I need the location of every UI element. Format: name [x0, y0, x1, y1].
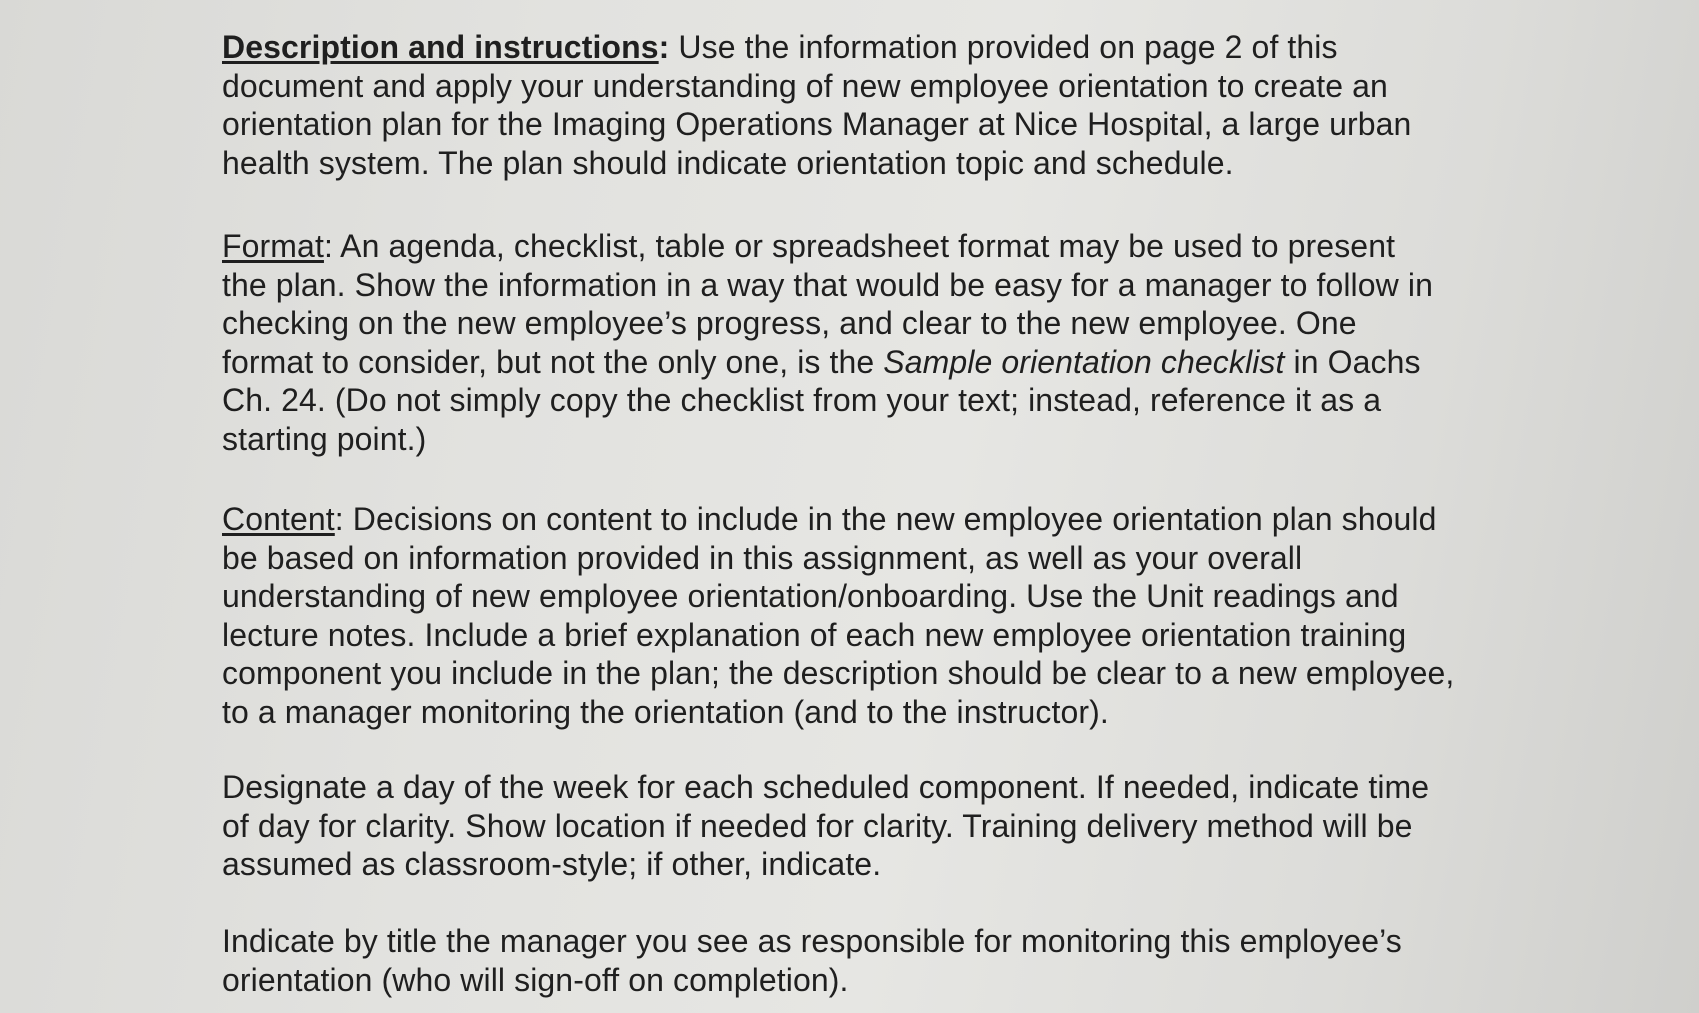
format-line-2: the plan. Show the information in a way that would be easy for a manager to follow in: [222, 266, 1433, 303]
format-line-6: starting point.): [222, 420, 427, 457]
format-line-5: Ch. 24. (Do not simply copy the checklist from your text; instead, reference it as a: [222, 382, 1382, 418]
content-paragraph: [222, 500, 1532, 731]
designate-line-2: of day for clarity. Show location if needed for clarity. Training delivery method will be: [222, 807, 1413, 844]
description-line-2: document and apply your understanding of new employee orientation to create an: [222, 67, 1388, 104]
sample-checklist-title: Sample orientation checklist: [883, 343, 1285, 380]
content-line-1: [222, 500, 1532, 539]
description-line-1: [222, 28, 1532, 67]
description-line-3: orientation plan for the Imaging Operations Manager at Nice Hospital, a large urban: [222, 106, 1412, 142]
description-paragraph: [222, 28, 1532, 182]
format-line-1-text: : An agenda, checklist, table or spreadsheet format may be used to present: [323, 228, 1396, 264]
description-colon: :: [658, 29, 670, 65]
format-paragraph: [222, 227, 1532, 458]
description-label: Description and instructions: [222, 29, 659, 65]
content-line-1-text: : Decisions on content to include in the new employee orientation plan should: [334, 501, 1437, 537]
designate-line-3: assumed as classroom-style; if other, indicate.: [222, 846, 882, 882]
content-line-2: be based on information provided in this assignment, as well as your overall: [222, 539, 1303, 576]
content-label: Content: [222, 501, 335, 537]
content-line-6: to a manager monitoring the orientation (and to the instructor).: [222, 693, 1109, 730]
designate-line-1: Designate a day of the week for each scheduled component. If needed, indicate time: [222, 769, 1430, 805]
indicate-line-2: orientation (who will sign-off on completion).: [222, 961, 849, 998]
format-line-4: [222, 343, 1532, 382]
format-line-4-post: in Oachs: [1284, 343, 1421, 380]
content-line-4: lecture notes. Include a brief explanation of each new employee orientation training: [222, 616, 1407, 653]
content-line-5: component you include in the plan; the description should be clear to a new employee,: [222, 655, 1455, 691]
format-label: Format: [222, 228, 324, 264]
indicate-paragraph: [222, 922, 1532, 999]
content-line-3: understanding of new employee orientation/onboarding. Use the Unit readings and: [222, 578, 1399, 614]
designate-paragraph: [222, 768, 1532, 884]
description-line-1-text: Use the information provided on page 2 of this: [669, 29, 1338, 65]
format-line-1: [222, 227, 1532, 266]
format-line-4-pre: format to consider, but not the only one, is the: [222, 343, 884, 380]
format-line-3: checking on the new employee’s progress, and clear to the new employee. One: [222, 305, 1357, 341]
indicate-line-1: Indicate by title the manager you see as responsible for monitoring this employee’s: [222, 923, 1402, 959]
description-line-4: health system. The plan should indicate orientation topic and schedule.: [222, 144, 1234, 181]
